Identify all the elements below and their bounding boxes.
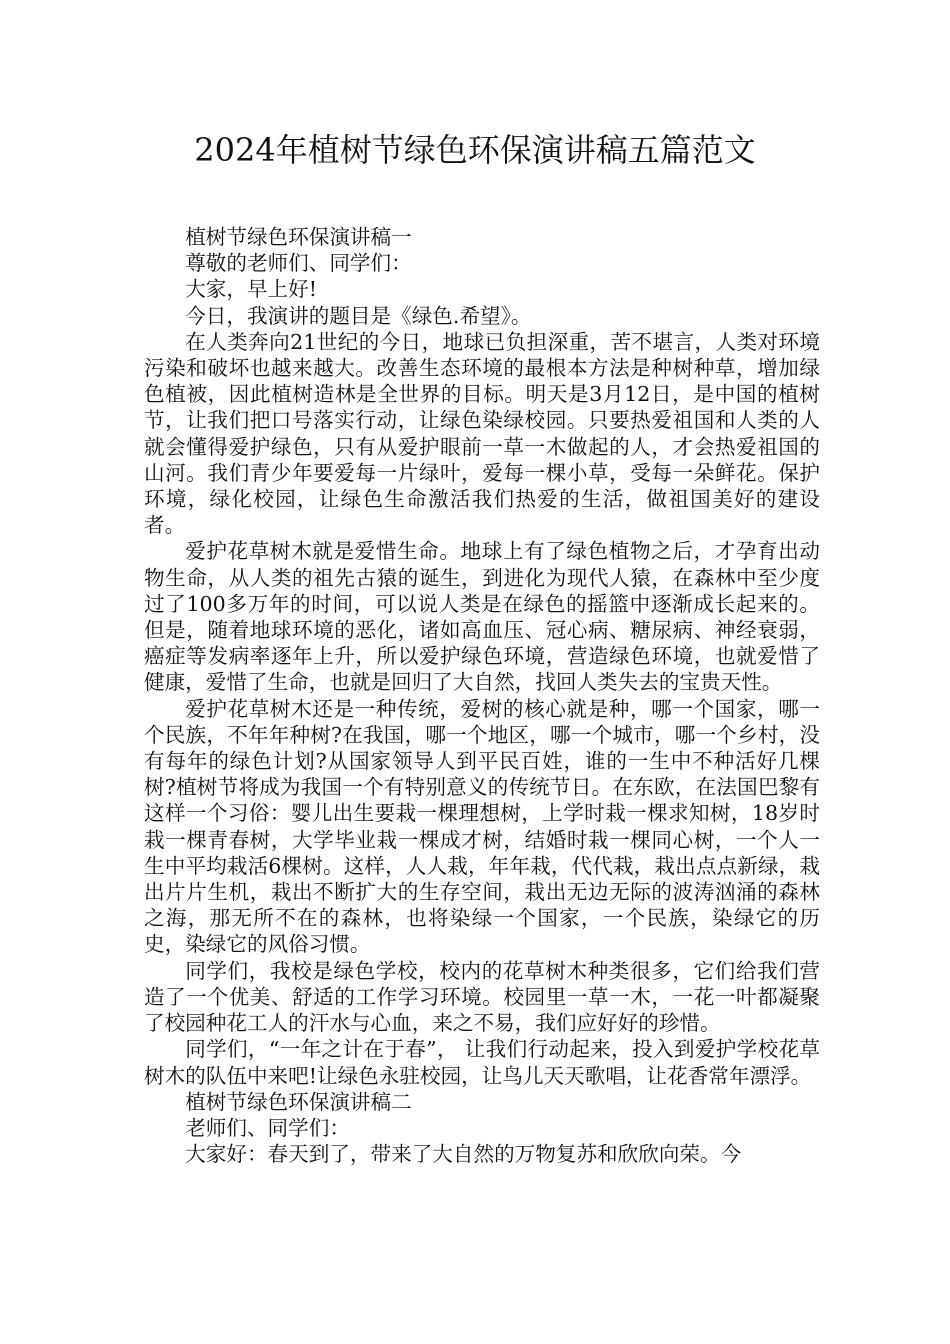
section-heading: 植树节绿色环保演讲稿一 bbox=[185, 225, 412, 249]
body-paragraph: 同学们，“一年之计在于春”， 让我们行动起来，投入到爱护学校花草树木的队伍中来吧!让绿色永驻校园，让鸟儿天天歌唱，让花香常年漂浮。 bbox=[144, 1037, 820, 1088]
body-paragraph: 爱护花草树木还是一种传统，爱树的核心就是种，哪一个国家，哪一个民族，不年年种树?在我国，哪一个地区，哪一个城市，哪一个乡村，没有每年的绿色计划?从国家领导人到平民百姓，谁的一生中不种活好几棵树?植树节将成为我国一个有特别意义的传统节日。在东欧，在法国巴黎有这样一个习俗：婴儿出生要栽一棵理想树，上学时栽一棵求知树，18岁时栽一棵青春树，大学毕业栽一棵成才树，结婚时栽一棵同心树，一个人一生中平均栽活6棵树。这样，人人栽，年年栽，代代栽，栽出点点新绿，栽出片片生机，栽出不断扩大的生存空间，栽出无边无际的波涛汹涌的森林之海，那无所不在的森林，也将染绿一个国家，一个民族，染绿它的历史，染绿它的风俗习惯。 bbox=[144, 696, 820, 957]
speech-topic: 今日，我演讲的题目是《绿色.希望》。 bbox=[185, 303, 532, 328]
salutation: 老师们、同学们： bbox=[185, 1115, 350, 1140]
document-body bbox=[144, 224, 820, 1167]
greeting: 大家，早上好! bbox=[185, 277, 318, 302]
salutation: 尊敬的老师们、同学们： bbox=[185, 251, 412, 276]
body-paragraph: 在人类奔向21世纪的今日，地球已负担深重，苦不堪言，人类对环境污染和破坏也越来越大。改善生态环境的最根本方法是种树种草，增加绿色植被，因此植树造林是全世界的目标。明天是3月12日，是中国的植树节，让我们把口号落实行动，让绿色染绿校园。只要热爱祖国和人类的人就会懂得爱护绿色，只有从爱护眼前一草一木做起的人，才会热爱祖国的山河。我们青少年要爱每一片绿叶，爱每一棵小草，受每一朵鲜花。保护环境，绿化校园，让绿色生命激活我们热爱的生活，做祖国美好的建设者。 bbox=[144, 329, 820, 538]
body-paragraph: 爱护花草树木就是爱惜生命。地球上有了绿色植物之后，才孕育出动物生命，从人类的祖先古猿的诞生，到进化为现代人猿，在森林中至少度过了100多万年的时间，可以说人类是在绿色的摇篮中逐渐成长起来的。但是，随着地球环境的恶化，诸如高血压、冠心病、糖尿病、神经衰弱，癌症等发病率逐年上升，所以爱护绿色环境，营造绿色环境，也就爱惜了健康，爱惜了生命，也就是回归了大自然，找回人类失去的宝贵天性。 bbox=[144, 539, 820, 695]
section-heading: 植树节绿色环保演讲稿二 bbox=[185, 1089, 412, 1114]
body-paragraph: 同学们，我校是绿色学校，校内的花草树木种类很多，它们给我们营造了一个优美、舒适的工作学习环境。校园里一草一木，一花一叶都凝聚了校园种花工人的汗水与心血，来之不易，我们应好好的珍惜。 bbox=[144, 958, 820, 1036]
body-paragraph: 大家好：春天到了，带来了大自然的万物复苏和欣欣向荣。今 bbox=[185, 1142, 742, 1167]
document-title: 2024年植树节绿色环保演讲稿五篇范文 bbox=[194, 131, 756, 169]
